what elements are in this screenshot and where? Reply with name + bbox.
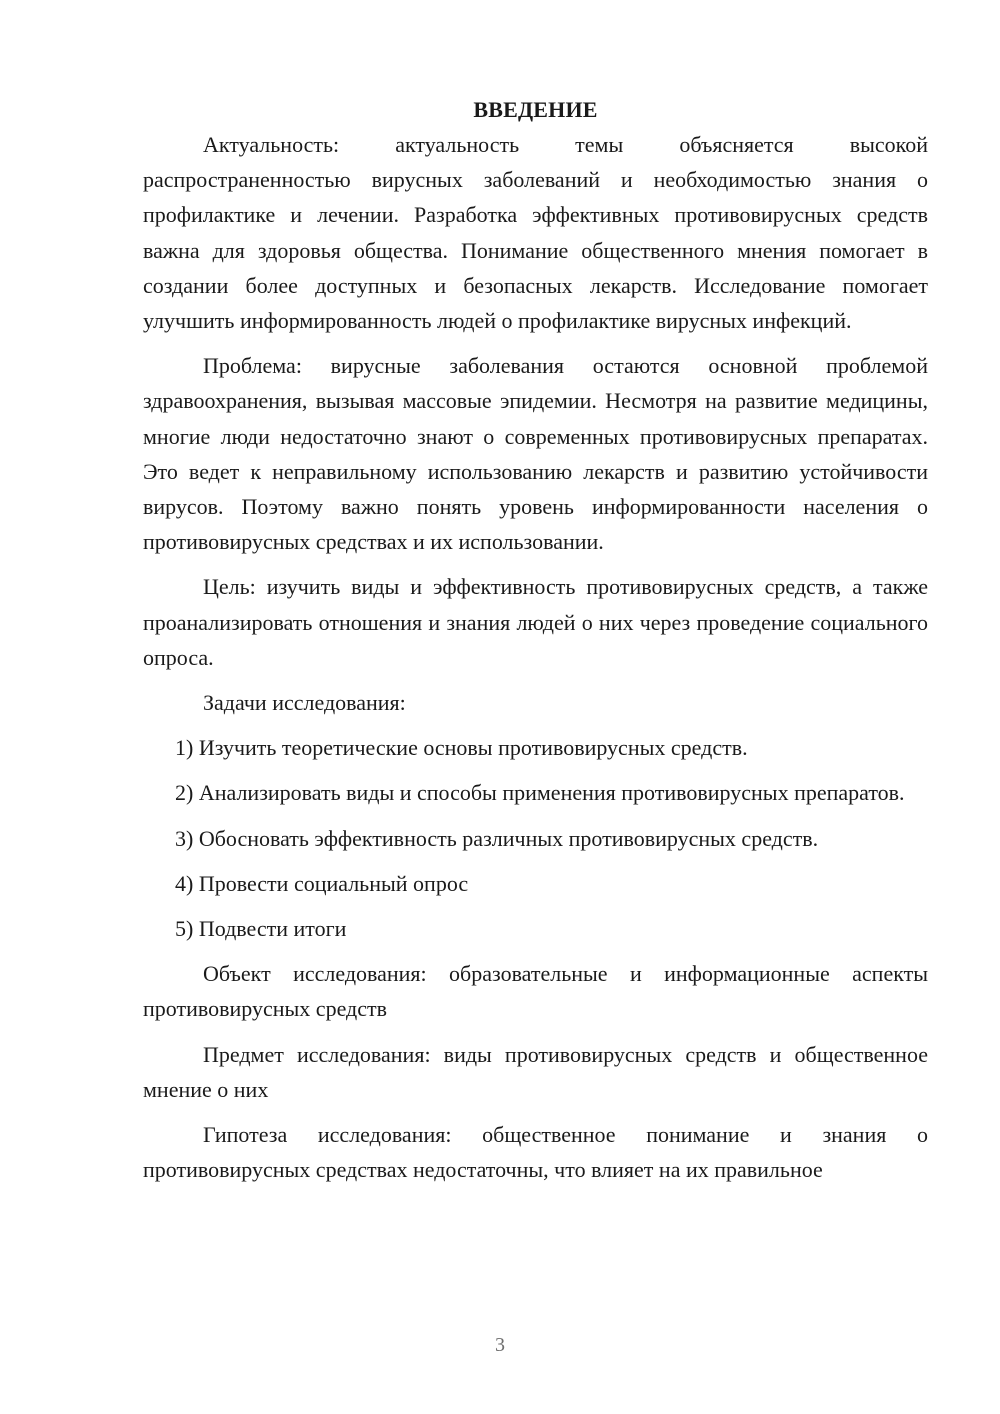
- task-item-5: 5) Подвести итоги: [175, 916, 347, 942]
- paragraph-relevance: Актуальность: актуальность темы объясняется высокой распространенностью вирусных заболеваний и необходимостью знания о профилактике и лечении. Разработка эффективных противовирусных средств важна для здоровья общества. Понимание общественного мнения помогает в создании более доступных и безопасных лекарств. Исследование помогает улучшить информированность людей о профилактике вирусных инфекций.: [143, 132, 928, 334]
- document-page: [143, 92, 928, 1197]
- paragraph-goal: Цель: изучить виды и эффективность противовирусных средств, а также проанализировать отношения и знания людей о них через проведение социального опроса.: [143, 574, 928, 670]
- paragraph-hypothesis: Гипотеза исследования: общественное понимание и знания о противовирусных средствах недостаточны, что влияет на их правильное: [143, 1122, 928, 1183]
- paragraph-problem: Проблема: вирусные заболевания остаются основной проблемой здравоохранения, вызывая массовые эпидемии. Несмотря на развитие медицины, многие люди недостаточно знают о современных противовирусных препаратах. Это ведет к неправильному использованию лекарств и развитию устойчивости вирусов. Поэтому важно понять уровень информированности населения о противовирусных средствах и их использовании.: [143, 353, 928, 555]
- task-item-1: 1) Изучить теоретические основы противовирусных средств.: [175, 735, 748, 761]
- task-item-4: 4) Провести социальный опрос: [175, 870, 469, 896]
- task-item-3: 3) Обосновать эффективность различных противовирусных средств.: [175, 825, 819, 851]
- page-number: 3: [495, 1334, 505, 1356]
- task-item-2: 2) Анализировать виды и способы применения противовирусных препаратов.: [175, 780, 905, 806]
- section-title: ВВЕДЕНИЕ: [473, 97, 598, 122]
- paragraph-tasks-heading: Задачи исследования:: [203, 690, 406, 716]
- paragraph-subject: Предмет исследования: виды противовирусных средств и общественное мнение о них: [143, 1041, 928, 1102]
- paragraph-object: Объект исследования: образовательные и информационные аспекты противовирусных средств: [143, 961, 928, 1022]
